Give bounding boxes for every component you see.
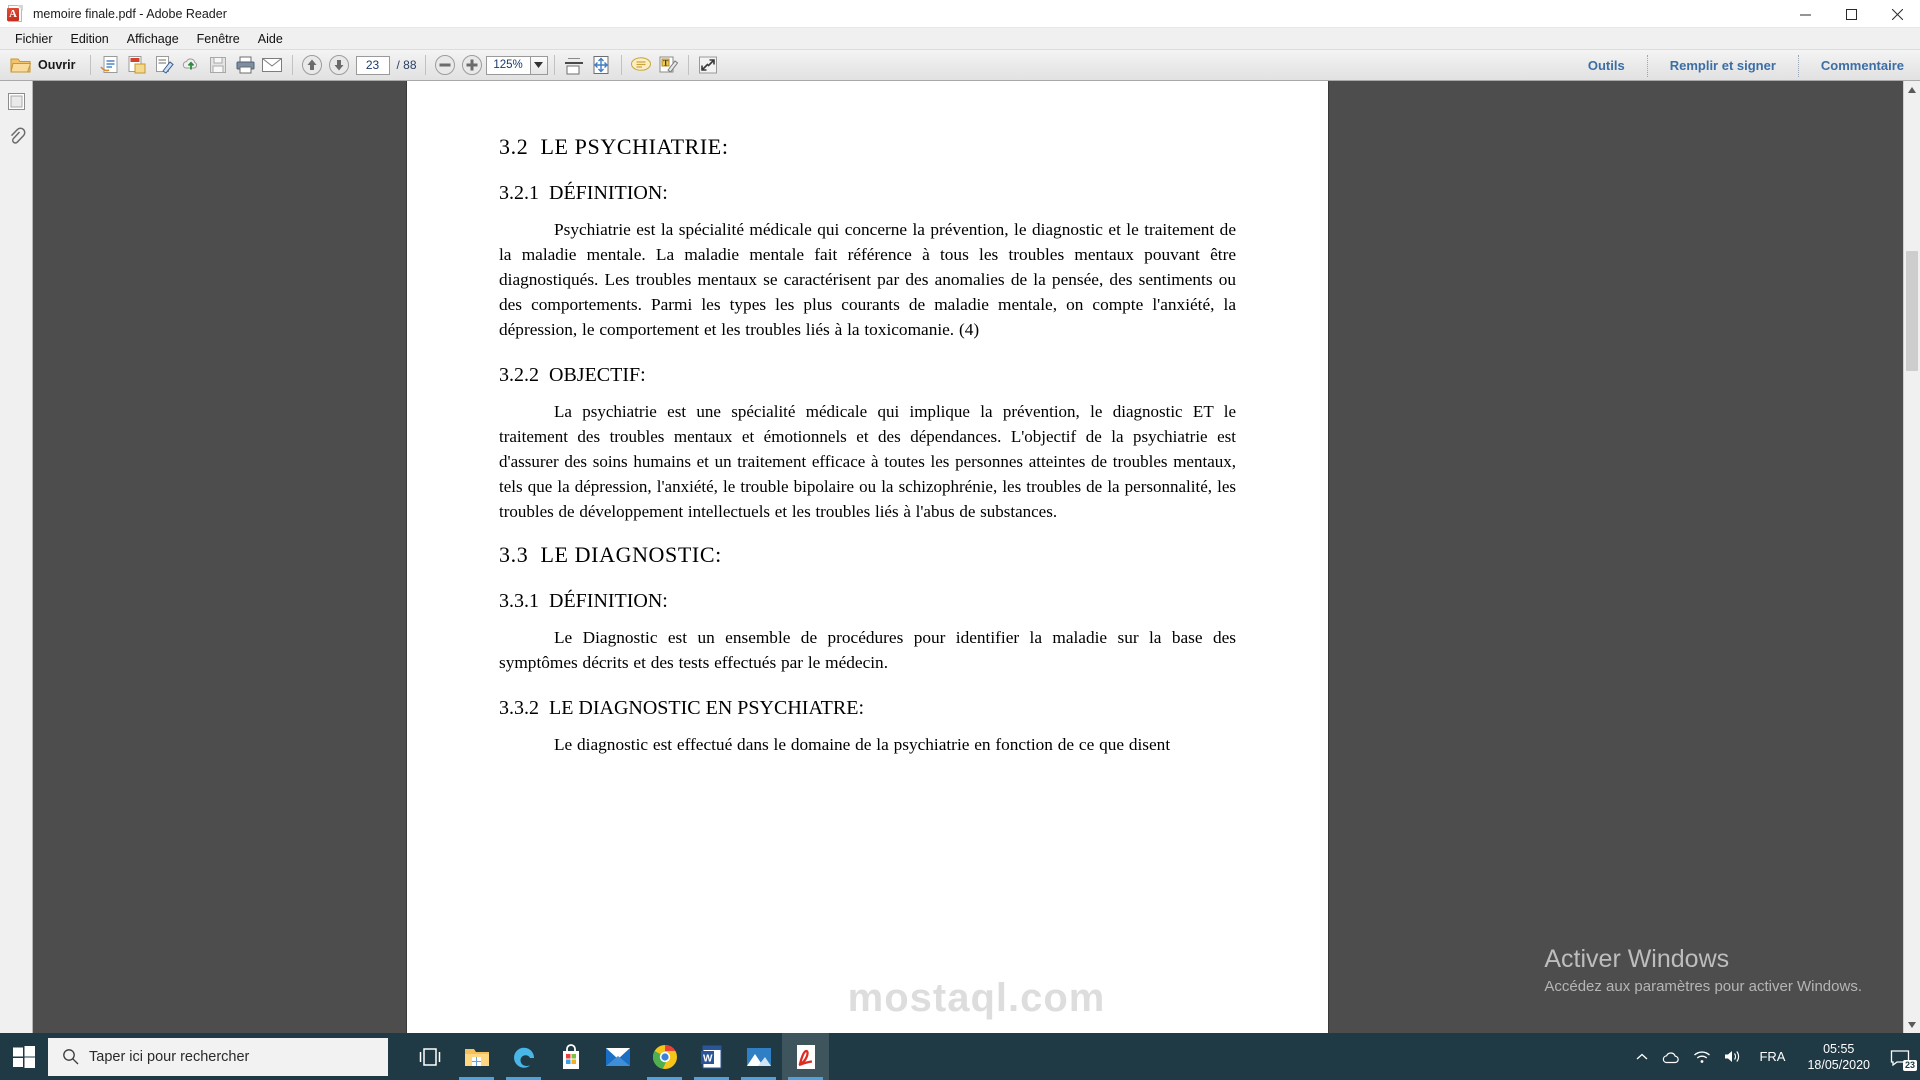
open-file-label: Ouvrir <box>38 58 76 72</box>
send-cloud-icon[interactable] <box>178 53 205 78</box>
page-thumbnails-icon[interactable] <box>4 89 29 114</box>
svg-text:W: W <box>702 1053 712 1064</box>
file-explorer-icon[interactable] <box>453 1033 500 1080</box>
windows-start-icon[interactable] <box>0 1033 48 1080</box>
word-icon[interactable] <box>688 1033 735 1080</box>
search-input[interactable] <box>48 1038 388 1076</box>
clock-date: 18/05/2020 <box>1807 1057 1870 1072</box>
toolbar <box>0 50 1920 81</box>
menu-bar <box>0 28 1920 50</box>
toolbar-separator <box>1798 55 1799 77</box>
document-viewport[interactable] <box>33 81 1920 1033</box>
zoom-dropdown-button[interactable] <box>530 56 548 75</box>
edge-browser-icon[interactable] <box>500 1033 547 1080</box>
task-view-icon[interactable] <box>406 1033 453 1080</box>
menu-fichier[interactable]: Fichier <box>15 31 53 46</box>
toolbar-separator <box>425 55 426 75</box>
clock-time: 05:55 <box>1823 1041 1855 1056</box>
scroll-up-arrow-icon[interactable] <box>1904 81 1920 98</box>
subsection-heading-3-2-1: 3.2.1 DÉFINITION: <box>499 182 668 204</box>
show-hidden-icons-icon[interactable] <box>1627 1033 1657 1080</box>
zoom-out-icon[interactable] <box>432 53 459 78</box>
menu-edition[interactable]: Edition <box>70 31 109 46</box>
volume-icon[interactable] <box>1717 1033 1747 1080</box>
search-icon <box>62 1048 79 1065</box>
fill-and-sign-button[interactable]: Remplir et signer <box>1669 58 1776 73</box>
toolbar-separator <box>621 55 622 75</box>
next-page-icon[interactable] <box>326 53 353 78</box>
fit-page-icon[interactable] <box>588 53 615 78</box>
toolbar-separator <box>554 55 555 75</box>
clock[interactable] <box>1797 1041 1880 1073</box>
notification-count: 23 <box>1904 1060 1915 1070</box>
chevron-down-icon <box>534 62 543 68</box>
fit-width-icon[interactable] <box>561 53 588 78</box>
section-heading-3-3: 3.3 LE DIAGNOSTIC: <box>499 542 722 567</box>
paragraph-definition-psychiatrie: Psychiatrie est la spécialité médicale qui concerne la prévention, le diagnostic et le traitement de la maladie mentale. La maladie mentale fait référence à tous les troubles mentaux pouvant être diagnostiqués. Les troubles mentaux se caractérisent par des anomalies de la pensée, des sentiments ou des comportements. Parmi les types les plus courants de maladie mentale, on compte l'anxiété, la dépression, le comportement et les troubles liés à la toxicomanie. (4) <box>499 220 1236 339</box>
edit-pdf-icon[interactable] <box>151 53 178 78</box>
print-icon[interactable] <box>232 53 259 78</box>
activate-windows-title: Activer Windows <box>1544 945 1730 973</box>
zoom-level-input[interactable]: 125% <box>486 56 530 75</box>
toolbar-separator <box>688 55 689 75</box>
close-button[interactable] <box>1874 0 1920 28</box>
save-icon[interactable] <box>205 53 232 78</box>
toolbar-separator <box>1647 55 1648 77</box>
adobe-reader-icon[interactable] <box>782 1033 829 1080</box>
chrome-browser-icon[interactable] <box>641 1033 688 1080</box>
previous-page-icon[interactable] <box>299 53 326 78</box>
maximize-button[interactable] <box>1828 0 1874 28</box>
menu-fenetre[interactable]: Fenêtre <box>196 31 240 46</box>
minimize-button[interactable] <box>1782 0 1828 28</box>
activate-windows-subtitle: Accédez aux paramètres pour activer Windows. <box>1544 978 1862 995</box>
svg-text:T: T <box>663 58 669 68</box>
activate-windows-watermark <box>1544 945 1862 995</box>
action-center-icon[interactable] <box>1880 1033 1920 1080</box>
scrollbar-thumb[interactable] <box>1906 251 1918 371</box>
page-number-input[interactable]: 23 <box>356 56 390 75</box>
language-indicator[interactable]: FRA <box>1759 1049 1786 1064</box>
navigation-pane <box>0 81 33 1033</box>
scroll-down-arrow-icon[interactable] <box>1904 1016 1920 1033</box>
paragraph-diagnostic-psychiatrie: Le diagnostic est effectué dans le domaine de la psychiatrie en fonction de ce que disent <box>554 735 1171 754</box>
toolbar-right-panel <box>1572 50 1920 81</box>
zoom-in-icon[interactable] <box>459 53 486 78</box>
pdf-page-content <box>407 81 1328 757</box>
create-pdf-icon[interactable] <box>97 53 124 78</box>
email-icon[interactable] <box>259 53 286 78</box>
toolbar-separator <box>292 55 293 75</box>
export-pdf-icon[interactable] <box>124 53 151 78</box>
main-area <box>0 81 1920 1033</box>
fullscreen-icon[interactable] <box>695 53 722 78</box>
paragraph-definition-diagnostic: Le Diagnostic est un ensemble de procédures pour identifier la maladie sur la base des symptômes décrits et des tests effectués par le médecin. <box>499 628 1236 672</box>
mostaql-watermark: mostaql.com <box>847 976 1106 1020</box>
toolbar-separator <box>90 55 91 75</box>
open-folder-icon <box>10 56 31 74</box>
taskbar-apps <box>406 1033 829 1080</box>
subsection-heading-3-3-2: 3.3.2 LE DIAGNOSTIC EN PSYCHIATRE: <box>499 697 864 719</box>
system-tray <box>1627 1033 1920 1080</box>
add-comment-icon[interactable] <box>628 53 655 78</box>
wifi-icon[interactable] <box>1687 1033 1717 1080</box>
menu-aide[interactable]: Aide <box>257 31 283 46</box>
section-heading-3-2: 3.2 LE PSYCHIATRIE: <box>499 134 729 159</box>
photos-icon[interactable] <box>735 1033 782 1080</box>
microsoft-store-icon[interactable] <box>547 1033 594 1080</box>
comment-button[interactable]: Commentaire <box>1820 58 1904 73</box>
window-title: memoire finale.pdf - Adobe Reader <box>33 6 227 21</box>
subsection-heading-3-2-2: 3.2.2 OBJECTIF: <box>499 364 646 386</box>
menu-affichage[interactable]: Affichage <box>126 31 179 46</box>
onedrive-icon[interactable] <box>1657 1033 1687 1080</box>
mail-icon[interactable] <box>594 1033 641 1080</box>
taskbar <box>0 1033 1920 1080</box>
highlight-text-icon[interactable] <box>655 53 682 78</box>
paragraph-objectif: La psychiatrie est une spécialité médicale qui implique la prévention, le diagnostic ET le traitement des troubles mentaux et émotionnels et des dépendances. L'objectif de la psychiatrie est d'assurer des soins humains et un traitement efficace à toutes les personnes atteintes de troubles mentaux, tels que la dépression, l'anxiété, le trouble bipolaire ou la schizophrénie, les troubles de la personnalité, les troubles de développement intellectuels et les troubles liés à l'abus de substances. <box>499 402 1236 521</box>
window-controls <box>1782 0 1920 28</box>
search-placeholder: Taper ici pour rechercher <box>89 1048 250 1065</box>
attachments-icon[interactable] <box>4 124 29 149</box>
open-file-button[interactable] <box>6 54 84 76</box>
subsection-heading-3-3-1: 3.3.1 DÉFINITION: <box>499 590 668 612</box>
page-total-label: / 88 <box>396 58 417 72</box>
title-bar <box>0 0 1920 28</box>
pdf-file-icon: A <box>7 5 25 23</box>
vertical-scrollbar[interactable] <box>1903 81 1920 1033</box>
pdf-page <box>407 81 1328 1033</box>
tools-button[interactable]: Outils <box>1587 58 1625 73</box>
